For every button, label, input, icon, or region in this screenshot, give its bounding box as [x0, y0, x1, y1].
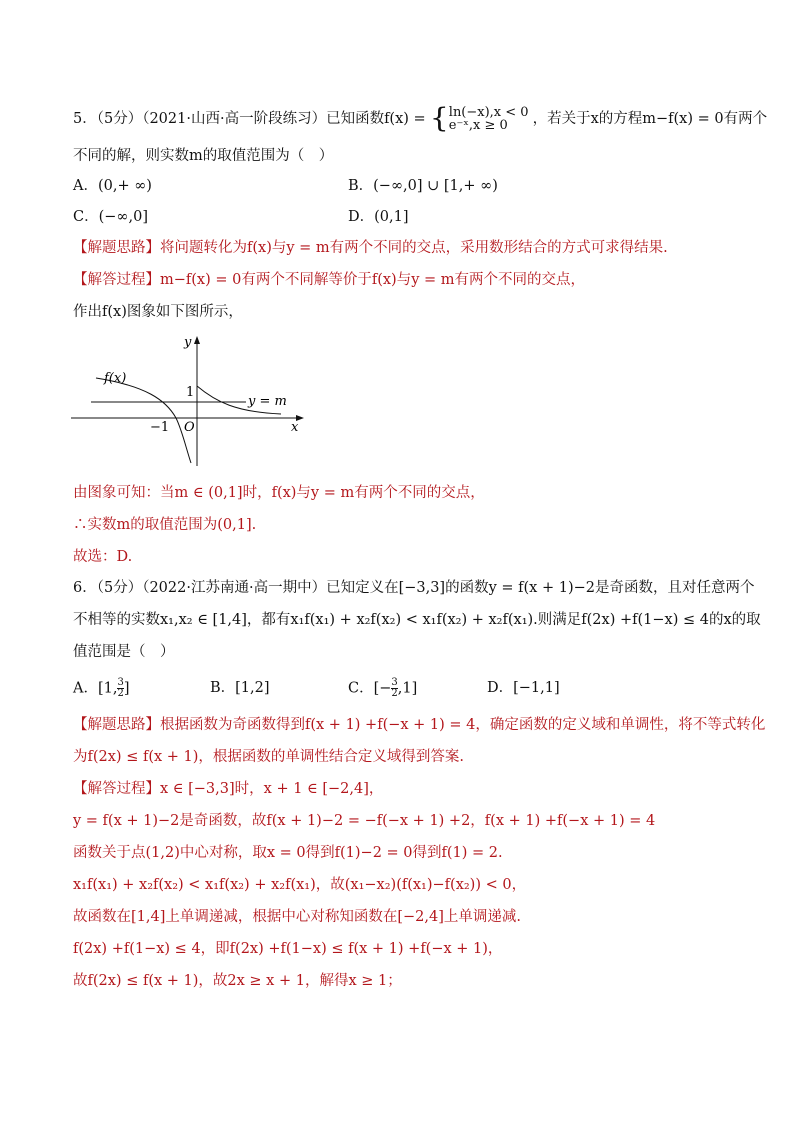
q6-stem3: 值范围是（ ） [73, 644, 175, 660]
q5-option-d[interactable]: D．(0,1] [348, 209, 409, 225]
q6-opt-a-num: 3 [117, 677, 124, 688]
q6-proc-line1 [73, 779, 383, 799]
q6-idea-tag: 【解题思路】 [73, 717, 160, 733]
q5-proc-line [73, 270, 585, 290]
y-equals-m-label: y = m [248, 394, 287, 409]
q6-proc5: 故函数在[1,4]上单调递减，根据中心对称知函数在[−2,4]上单调递减. [73, 909, 522, 925]
q5-concl2: ∴实数m的取值范围为(0,1]. [73, 517, 257, 533]
q5-proc-tag: 【解答过程】 [73, 272, 160, 288]
q6-option-c[interactable] [348, 678, 417, 699]
q6-proc1: x ∈ [−3,3]时，x + 1 ∈ [−2,4]， [160, 781, 384, 797]
q5-piecewise [430, 104, 529, 134]
q6-opt-c-den: 2 [391, 688, 398, 699]
q5-case2: e⁻ˣ,x ≥ 0 [448, 118, 508, 133]
q5-stem-c: 不同的解，则实数m的取值范围为（ ） [73, 148, 334, 164]
q6-stem2: 不相等的实数x₁,x₂ ∈ [1,4]，都有x₁f(x₁) + x₂f(x₂) < x₁f(x₂) + x₂f(x₁).则满足f(2x) +f(1−x) ≤ 4的x的取 [73, 612, 761, 628]
q6-proc6: f(2x) +f(1−x) ≤ 4，即f(2x) +f(1−x) ≤ f(x + 1) +f(−x + 1)， [73, 941, 503, 957]
y-axis-label: y [184, 335, 192, 350]
curve-ln-branch [96, 378, 191, 463]
q5-proc1: m−f(x) = 0有两个不同解等价于f(x)与y = m有两个不同的交点， [160, 272, 586, 288]
q5-concl1: 由图象可知：当m ∈ (0,1]时，f(x)与y = m有两个不同的交点， [73, 485, 485, 501]
tick-1-label: 1 [186, 385, 195, 400]
q6-opt-c-prefix: C．[− [348, 680, 392, 697]
q5-stem-a: 5．（5分）（2021·山西·高一阶段练习）已知函数f(x) = [73, 111, 426, 127]
q5-case1: ln(−x),x < 0 [448, 105, 529, 120]
q6-opt-a-den: 2 [117, 688, 124, 699]
q5-idea: 将问题转化为f(x)与y = m有两个不同的交点，采用数形结合的方式可求得结果. [160, 240, 668, 256]
q6-option-d[interactable]: D．[−1,1] [487, 680, 560, 696]
q5-brace: { [429, 102, 449, 135]
tick-neg1-label: −1 [150, 420, 170, 435]
q6-opt-c-num: 3 [391, 677, 398, 688]
q6-option-a[interactable] [73, 678, 130, 699]
q6-opt-a-suffix: ] [123, 680, 130, 697]
q6-idea1: 根据函数为奇函数得到f(x + 1) +f(−x + 1) = 4，确定函数的定义域和单调性，将不等式转化 [160, 717, 766, 733]
q5-stem-line1 [73, 104, 767, 134]
q5-option-a[interactable]: A．(0,+ ∞) [73, 178, 152, 194]
q5-answer: 故选：D. [73, 549, 133, 565]
q5-idea-tag: 【解题思路】 [73, 240, 160, 256]
x-axis-label: x [291, 420, 299, 435]
q6-stem1: 6．（5分）（2022·江苏南通·高一期中）已知定义在[−3,3]的函数y = f(x + 1)−2是奇函数，且对任意两个 [73, 580, 755, 596]
q5-idea-line [73, 238, 668, 258]
q5-cases [449, 106, 529, 132]
q6-proc4: x₁f(x₁) + x₂f(x₂) < x₁f(x₂) + x₂f(x₁)，故(x₁−x₂)(f(x₁)−f(x₂)) < 0， [73, 877, 527, 893]
y-axis-arrow [194, 336, 200, 344]
q6-proc7: 故f(2x) ≤ f(x + 1)，故2x ≥ x + 1，解得x ≥ 1； [73, 973, 402, 989]
q6-proc3: 函数关于点(1,2)中心对称，取x = 0得到f(1)−2 = 0得到f(1) = 2. [73, 845, 503, 861]
q6-proc-tag: 【解答过程】 [73, 781, 160, 797]
q6-opt-c-suffix: ,1] [397, 680, 418, 697]
fx-label: f(x) [104, 371, 127, 386]
origin-label: O [184, 420, 195, 435]
q6-idea-line1 [73, 715, 765, 735]
q5-function-graph [66, 330, 311, 472]
q6-proc2: y = f(x + 1)−2是奇函数，故f(x + 1)−2 = −f(−x + 1) +2，f(x + 1) +f(−x + 1) = 4 [73, 813, 656, 829]
q6-idea2: 为f(2x) ≤ f(x + 1)，根据函数的单调性结合定义域得到答案. [73, 749, 465, 765]
q6-option-b[interactable]: B．[1,2] [210, 680, 270, 696]
q5-stem-b: ，若关于x的方程m−f(x) = 0有两个 [532, 111, 768, 127]
q5-option-c[interactable]: C．(−∞,0] [73, 209, 148, 225]
q5-proc2: 作出f(x)图象如下图所示， [73, 304, 243, 320]
q6-opt-a-prefix: A．[1, [73, 680, 118, 697]
q5-option-b[interactable]: B．(−∞,0] ∪ [1,+ ∞) [348, 178, 498, 194]
